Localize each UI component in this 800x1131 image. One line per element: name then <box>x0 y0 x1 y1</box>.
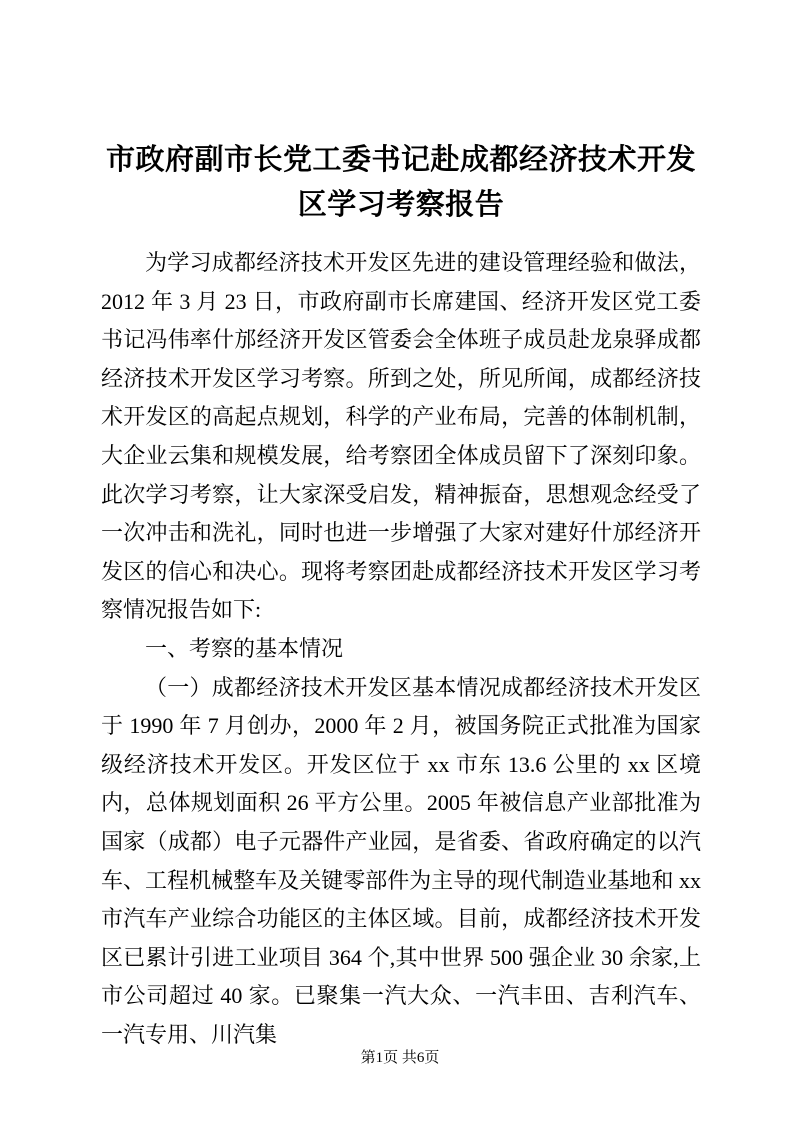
document-body <box>101 138 701 1054</box>
document-title: 市政府副市长党工委书记赴成都经济技术开发区学习考察报告 <box>105 144 696 221</box>
page-number-footer: 第1页 共6页 <box>360 1050 440 1066</box>
section-heading: 一、考察的基本情况 <box>145 635 344 661</box>
paragraph-section-one: （一）成都经济技术开发区基本情况成都经济技术开发区于 1990 年 7 月创办，2000 年 2 月，被国务院正式批准为国家级经济技术开发区。开发区位于 xx 市东 13.6 公里的 xx 区境内，总体规划面积 26 平方公里。2005 年被信息产业部批准为国家（成都）电子元器件产业园，是省委、省政府确定的以汽车、工程机械整车及关键零部件为主导的现代制造业基地和 xx 市汽车产业综合功能区的主体区域。目前，成都经济技术开发区已累计引进工业项目 364 个,其中世界 500 强企业 30 余家,上市公司超过 40 家。已聚集一汽大众、一汽丰田、吉利汽车、一汽专用、川汽集 <box>101 674 701 1047</box>
paragraph-intro: 为学习成都经济技术开发区先进的建设管理经验和做法，2012 年 3 月 23 日，市政府副市长席建国、经济开发区党工委书记冯伟率什邡经济开发区管委会全体班子成员赴龙泉驿成都经济技术开发区学习考察。所到之处，所见所闻，成都经济技术开发区的高起点规划，科学的产业布局，完善的体制机制，大企业云集和规模发展，给考察团全体成员留下了深刻印象。此次学习考察，让大家深受启发，精神振奋，思想观念经受了一次冲击和洗礼，同时也进一步增强了大家对建好什邡经济开发区的信心和决心。现将考察团赴成都经济技术开发区学习考察情况报告如下: <box>101 250 701 623</box>
